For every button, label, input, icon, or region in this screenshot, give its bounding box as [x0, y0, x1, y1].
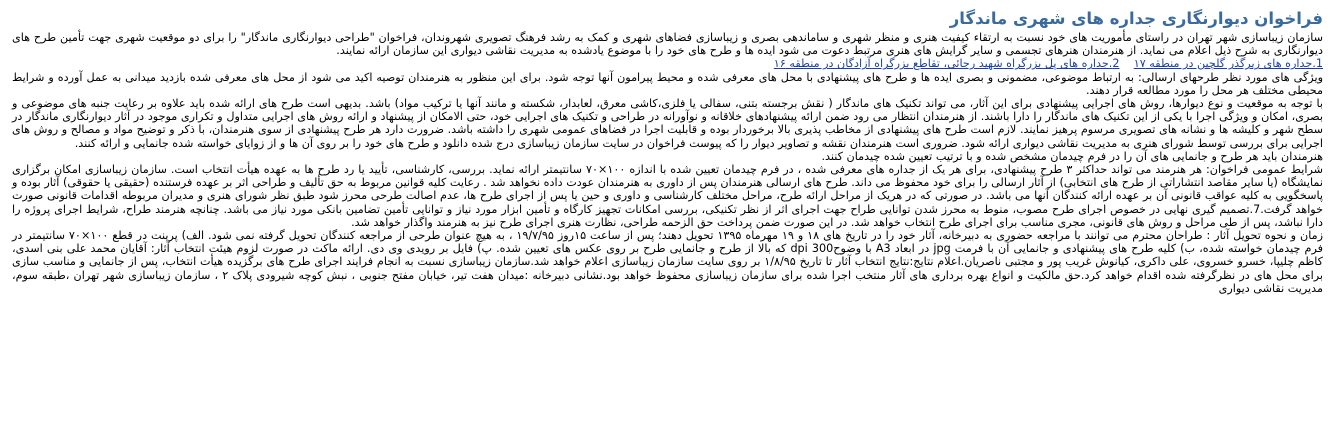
features-paragraph: ویژگی های مورد نظر طرحهای ارسالی: به ارتباط موضوعی، مضمونی و بصری ایده ها و طرح های پیشنهادی با محل های معرفی شده و محیط پیرامون آنها توجه شود. برای این منظور به هنرمندان توصیه اکید می شود از محل های معرفی شده بازدید میدانی به عمل آورده و شرایط محیطی مختلف هر محل را مورد مطالعه قرار دهند.	[12, 70, 1323, 97]
techniques-paragraph: با توجه به موقعیت و نوع دیوارها، روش های اجرایی پیشنهادی برای این آثار، می تواند تکنیک های ماندگار ( نقش برجسته بتنی، سفالی یا فلزی،کاشی معرق، لعابدار، شکسته و مانند آنها یا ترکیب مواد) باشد. بدیهی است طرح های ارائه شده باید علاوه بر رعایت جنبه های موضوعی و بصری، امکان و ویژگی اجرا با یکی از این تکنیک های ماندگار را دارا باشند. از هنرمندان انتظار می رود ضمن ارائه پیشنهادهای خلاقانه و نوآورانه در طراحی و تکنیک های اجرایی خود، حتی الامکان از پیشنهاد و ارائه روش های اجرایی متداول و تکراری موجود در آثار دیوارنگاری ماندگار در سطح شهر و کلیشه ها و نشانه های تصویری مرسوم پرهیز نمایند. لازم است طرح های پیشنهادی از مخاطب پذیری بالا برخوردار بوده و قابلیت اجرا در فضاهای عمومی شهری را داشته باشد. ضرورت دارد هر طرح پیشنهادی از سوی هنرمندان، با ذکر و توضیح مواد و مصالح و روش های اجرایی برای بررسی توسط شورای هنری به مدیریت نقاشی دیواری ارائه شود. ضروری است هنرمندان نقشه و تصاویر دیوار را که پیوست فراخوان در سایت سازمان زیباسازی درج شده دانلود و طرح های خود را بر روی آن ها و از زوایای خواسته شده جانمایی و ارائه کنند.	[12, 97, 1323, 150]
timing-paragraph: زمان و نحوه تحویل آثار : طراحان محترم می توانند با مراجعه حضوری به دبیرخانه، آثار خود را در تاریخ های ۱۸ و ۱۹ مهرماه ۱۳۹۵ تحویل دهند؛ پس از ساعت ۱۵روز ۱۹/۷/۹۵ ، به هیچ عنوان طرحی از مراجعه کنندگان تحویل گرفته نمی شود. الف) پرینت در قطع ۱۰۰×۷۰ سانتیمتر در فرم چیدمان خواسته شده، ب) کلیه طرح های پیشنهادی و جانمایی آن با فرمت jpg در ابعاد A3 با وضوح300 dpi که بالا از طرح و جانمایی طرح بر روی عکس های تعیین شده. پ) فایل بر رویدی وی دی. ارائه ماکت در صورت لزوم هیئت انتخاب آثار: آقایان محمد علی بنی اسدی، کاظم چلیپا، خسرو خسروی، علی داکری، کیانوش غریب پور و مجتبی ناصریان.اعلام نتایج:نتایج انتخاب آثار تا تاریخ ۱/۸/۹۵ بر روی سایت سازمان زیباسازی اعلام خواهد شد.سازمان زیباسازی نسبت به انجام فرایند اجرای طرح های برگزیده هیأت انتخاب، پس از جانمایی و مناسب سازی برای محل های در نظرگرفته شده اقدام خواهد کرد.حق مالکیت و انواع بهره برداری های آثار منتخب اجرا شده برای سازمان زیباسازی محفوظ خواهد بود.نشانی دبیرخانه :میدان هفت تیر، خیابان مفتح جنوبی ، نبش کوچه شیرودی پلاک ۲ ، سازمان زیباسازی شهر تهران ،طبقه سوم، مدیریت نقاشی دیواری	[12, 229, 1324, 295]
location-link-rajaei-bridge[interactable]: 2.جداره های پل بزرگراه شهید رجائی، تقاطع بزرگراه آزادگان در منطقه ۱۶	[773, 57, 1120, 71]
location-links	[12, 57, 1323, 70]
conditions-paragraph: شرایط عمومی فراخوان: هر هنرمند می تواند حداکثر ۳ طرح پیشنهادی، برای هر یک از جداره های معرفی شده ، در فرم چیدمان تعیین شده با اندازه ۱۰۰×۷۰ سانتیمتر ارائه نماید. بررسی، کارشناسی، تأیید یا رد طرح ها به عهده هیأت انتخاب است. سازمان زیباسازی امکان برگزاری نمایشگاه (یا سایر مقاصد انتشاراتی از طرح های انتخابی) از آثار ارسالی را برای خود محفوظ می داند. طرح های ارسالی هنرمندان پس از داوری به هنرمندان عودت داده نخواهد شد . رعایت کلیه قوانین مربوط به حق تألیف و طراحی اثر بر عهده فرستنده (حقیقی یا حقوقی) آثار بوده و پاسخگویی به کلیه عواقب قانونی آن بر عهده ارائه کنندگان آنها می باشد. در صورتی که در هریک از مراحل ارائه طرح، مراحل مختلف کارشناسی و داوری و حین یا پس از اجرای طرح ها، عدم اصالت طرحی محرز شود طبق نظر شورای هنری و مدیران مربوطه اقدامات قانونی صورت خواهد گرفت.7.تصمیم گیری نهایی در خصوص اجرای طرح مصوب، منوط به محرز شدن توانایی طراح جهت اجرای اثر از نظر تکنیکی، بررسی امکانات تجهیز کارگاه و تأمین ابزار مورد نیاز و توانایی تأمین تضامین بانکی مورد نیاز می باشد. چنانچه هنرمند طراح، شرایط اجرای پروژه را دارا نباشد، پس از طی مراحل و روش های قانونی، مجری مناسب برای اجرای طرح انتخاب خواهد شد. در این صورت ضمن پرداخت حق الزحمه طراحی، نظارت هنری اجرای طرح نیز به هنرمند واگذار خواهد شد.	[12, 163, 1323, 229]
location-link-golchin[interactable]: 1.جداره های زیرگذر گلچین در منطقه ۱۷	[1133, 57, 1323, 71]
intro-paragraph: سازمان زیباسازی شهر تهران در راستای مأموریت های خود نسبت به ارتقاء کیفیت هنری و منظر شهری و ساماندهی بصری و زیباسازی فضاهای شهری و کمک به رشد فرهنگ تصویری شهروندان، فراخوان "طراحی دیوارنگاری ماندگار" را برای دو موقعیت شهری جهت تأمین طرح های دیوارنگاری به شرح ذیل اعلام می نماید. از هنرمندان هنرهای تجسمی و سایر گرایش های هنری مرتبط دعوت می شود ایده ها و طرح های خود را با موضوع یادشده به مدیریت نقاشی دیواری این سازمان ارائه نمایند.	[12, 31, 1323, 58]
submission-paragraph: هنرمندان باید هر طرح و جانمایی های آن را در فرم چیدمان مشخص شده و با ترتیب تعیین شده چیدمان کنند.	[821, 149, 1323, 163]
page-title: فراخوان دیوارنگاری جداره های شهری ماندگار	[949, 9, 1323, 28]
